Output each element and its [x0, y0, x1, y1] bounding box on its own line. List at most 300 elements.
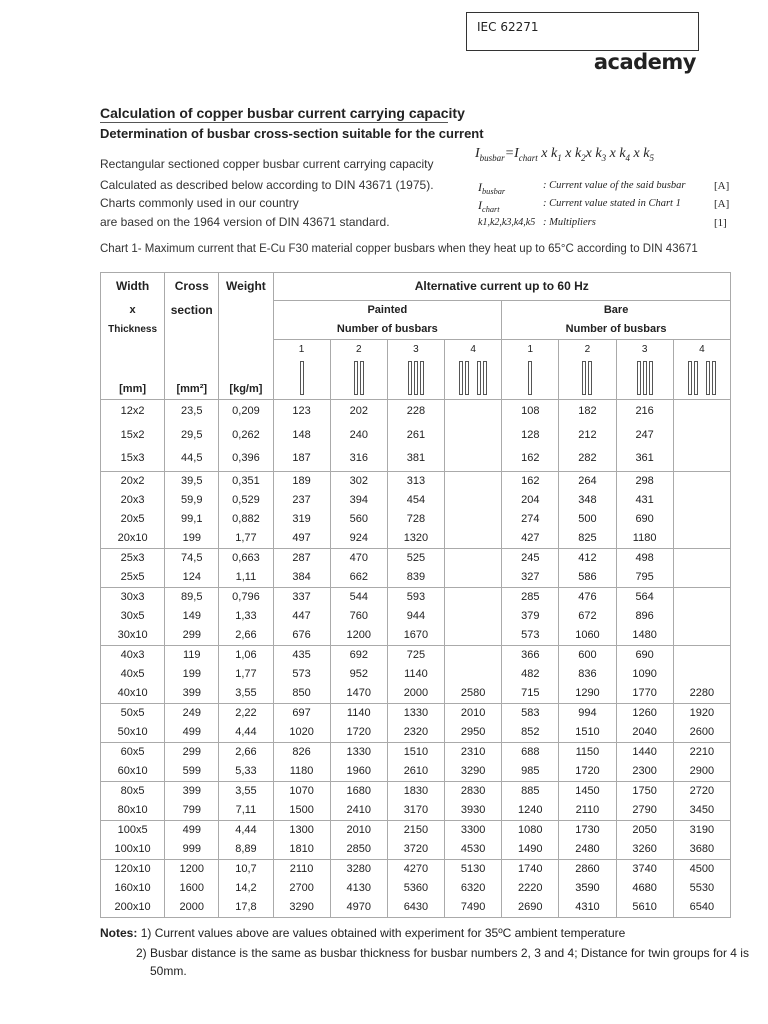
table-cell: 3,55	[219, 684, 273, 704]
table-cell: 1440	[616, 742, 673, 762]
table-cell: 12x2	[101, 399, 165, 423]
table-cell: 15x2	[101, 423, 165, 447]
table-cell: 662	[330, 568, 387, 588]
table-cell: 4270	[387, 859, 444, 879]
table-row	[101, 859, 731, 879]
table-cell: 2000	[165, 898, 219, 918]
table-row	[101, 510, 731, 529]
table-cell: 6540	[673, 898, 730, 918]
table-cell: 586	[559, 568, 616, 588]
table-cell: 128	[502, 423, 559, 447]
table-cell: 3290	[445, 762, 502, 782]
table-cell: 1920	[673, 703, 730, 723]
table-cell: 690	[616, 510, 673, 529]
table-cell: 826	[273, 742, 330, 762]
table-cell: 15x3	[101, 447, 165, 471]
legend-symbol: $I_{busbar}$	[478, 180, 506, 196]
table-row	[101, 645, 731, 665]
notes-label: Notes:	[100, 926, 138, 940]
table-cell: 1730	[559, 820, 616, 840]
table-cell: 6430	[387, 898, 444, 918]
table-cell: 1,06	[219, 645, 273, 665]
table-cell: 1180	[273, 762, 330, 782]
table-row	[101, 684, 731, 704]
table-cell: 100x5	[101, 820, 165, 840]
table-row	[101, 762, 731, 782]
table-cell: 3,55	[219, 781, 273, 801]
table-cell: 5530	[673, 879, 730, 898]
table-cell: 199	[165, 529, 219, 549]
double-bar-icon	[330, 359, 387, 399]
table-cell: 447	[273, 607, 330, 626]
intro-line: Charts commonly used in our country	[100, 196, 299, 210]
bar-count-label: 4	[445, 340, 502, 360]
table-row	[101, 529, 731, 549]
table-cell: 1770	[616, 684, 673, 704]
table-cell: 2790	[616, 801, 673, 821]
table-cell: 379	[502, 607, 559, 626]
table-cell: 1510	[559, 723, 616, 743]
table-cell: 4130	[330, 879, 387, 898]
bar-count-label: 3	[616, 340, 673, 360]
table-cell: 89,5	[165, 587, 219, 607]
table-cell: 200x10	[101, 898, 165, 918]
table-cell: 124	[165, 568, 219, 588]
table-cell: 20x2	[101, 471, 165, 491]
note-1	[100, 926, 625, 940]
table-cell: 795	[616, 568, 673, 588]
unit-kgm: [kg/m]	[219, 359, 273, 399]
table-cell: 3740	[616, 859, 673, 879]
table-cell: 366	[502, 645, 559, 665]
table-cell	[445, 607, 502, 626]
table-row	[101, 471, 731, 491]
table-row	[101, 723, 731, 743]
table-cell: 4,44	[219, 820, 273, 840]
table-cell: 435	[273, 645, 330, 665]
table-cell: 1490	[502, 840, 559, 860]
table-row	[101, 781, 731, 801]
table-cell: 2480	[559, 840, 616, 860]
brand-logo: academy	[593, 50, 696, 74]
table-cell	[673, 471, 730, 491]
table-cell	[445, 510, 502, 529]
table-cell: 3930	[445, 801, 502, 821]
table-cell: 1680	[330, 781, 387, 801]
table-cell: 202	[330, 399, 387, 423]
table-cell: 4500	[673, 859, 730, 879]
table-cell: 59,9	[165, 491, 219, 510]
table-cell: 1750	[616, 781, 673, 801]
table-cell: 999	[165, 840, 219, 860]
table-cell: 1670	[387, 626, 444, 646]
table-cell: 1600	[165, 879, 219, 898]
table-cell: 348	[559, 491, 616, 510]
table-cell	[673, 568, 730, 588]
page-subtitle: Determination of busbar cross-section suitable for the current	[100, 126, 484, 141]
table-cell: 3590	[559, 879, 616, 898]
table-cell: 20x10	[101, 529, 165, 549]
table-cell: 3720	[387, 840, 444, 860]
table-cell: 4310	[559, 898, 616, 918]
table-cell	[445, 587, 502, 607]
table-row	[101, 587, 731, 607]
table-cell: 4,44	[219, 723, 273, 743]
table-cell: 1510	[387, 742, 444, 762]
table-cell: 1,77	[219, 665, 273, 684]
intro-line: Rectangular sectioned copper busbar current carrying capacity	[100, 157, 434, 171]
table-cell: 525	[387, 548, 444, 568]
table-cell: 1,77	[219, 529, 273, 549]
table-cell: 1470	[330, 684, 387, 704]
table-cell: 40x5	[101, 665, 165, 684]
table-cell: 17,8	[219, 898, 273, 918]
table-cell	[445, 491, 502, 510]
table-cell: 1330	[387, 703, 444, 723]
table-cell: 40x3	[101, 645, 165, 665]
table-row	[101, 399, 731, 423]
table-cell	[445, 399, 502, 423]
table-cell: 1180	[616, 529, 673, 549]
chart-caption: Chart 1- Maximum current that E-Cu F30 material copper busbars when they heat up to 65°C according to DIN 43671	[100, 243, 698, 255]
table-cell: 2210	[673, 742, 730, 762]
table-cell	[673, 423, 730, 447]
table-cell: 2300	[616, 762, 673, 782]
table-cell: 30x3	[101, 587, 165, 607]
table-cell: 427	[502, 529, 559, 549]
table-cell: 697	[273, 703, 330, 723]
table-cell: 240	[330, 423, 387, 447]
table-cell: 1,33	[219, 607, 273, 626]
table-cell: 1720	[559, 762, 616, 782]
table-cell: 715	[502, 684, 559, 704]
table-cell: 499	[165, 820, 219, 840]
standard-box	[466, 12, 699, 51]
table-cell: 896	[616, 607, 673, 626]
legend-symbol: k1,k2,k3,k4,k5	[478, 217, 536, 228]
table-cell: 189	[273, 471, 330, 491]
table-cell: 44,5	[165, 447, 219, 471]
table-cell: 2860	[559, 859, 616, 879]
current-capacity-table	[100, 272, 731, 913]
table-cell: 0,262	[219, 423, 273, 447]
table-cell: 0,796	[219, 587, 273, 607]
table-cell: 2320	[387, 723, 444, 743]
table-cell: 1140	[330, 703, 387, 723]
table-cell: 5360	[387, 879, 444, 898]
bar-count-label: 1	[273, 340, 330, 360]
table-cell	[673, 607, 730, 626]
table-cell: 1960	[330, 762, 387, 782]
table-cell: 599	[165, 762, 219, 782]
bar-count-label: 1	[502, 340, 559, 360]
table-cell: 119	[165, 645, 219, 665]
table-cell: 30x5	[101, 607, 165, 626]
table-cell: 454	[387, 491, 444, 510]
table-cell: 319	[273, 510, 330, 529]
header-ac: Alternative current up to 60 Hz	[273, 273, 731, 301]
intro-line: Calculated as described below according to DIN 43671 (1975).	[100, 178, 434, 192]
table-cell: 2150	[387, 820, 444, 840]
table-cell: 2010	[445, 703, 502, 723]
table-cell: 0,663	[219, 548, 273, 568]
table-cell: 2600	[673, 723, 730, 743]
table-cell: 852	[502, 723, 559, 743]
standard-label: IEC 62271	[477, 20, 539, 34]
table-cell: 676	[273, 626, 330, 646]
table-cell: 14,2	[219, 879, 273, 898]
table-cell: 0,396	[219, 447, 273, 471]
table-cell: 148	[273, 423, 330, 447]
table-cell	[673, 645, 730, 665]
table-cell: 2950	[445, 723, 502, 743]
table-cell: 1150	[559, 742, 616, 762]
bar-count-label: 2	[330, 340, 387, 360]
table-cell: 3680	[673, 840, 730, 860]
table-cell: 39,5	[165, 471, 219, 491]
triple-bar-icon	[387, 359, 444, 399]
table-cell: 60x5	[101, 742, 165, 762]
table-cell: 2,66	[219, 626, 273, 646]
table-cell: 100x10	[101, 840, 165, 860]
table-cell: 412	[559, 548, 616, 568]
table-cell: 261	[387, 423, 444, 447]
table-cell: 212	[559, 423, 616, 447]
table-cell: 237	[273, 491, 330, 510]
header-width: Width	[101, 273, 165, 301]
table-cell: 1080	[502, 820, 559, 840]
table-cell: 0,529	[219, 491, 273, 510]
table-row	[101, 568, 731, 588]
table-cell: 1200	[330, 626, 387, 646]
bar-count-label: 4	[673, 340, 730, 360]
table-cell: 29,5	[165, 423, 219, 447]
table-cell: 1740	[502, 859, 559, 879]
table-cell: 3450	[673, 801, 730, 821]
table-cell: 839	[387, 568, 444, 588]
table-cell: 600	[559, 645, 616, 665]
table-cell: 6320	[445, 879, 502, 898]
table-cell: 23,5	[165, 399, 219, 423]
table-cell: 299	[165, 626, 219, 646]
table-row	[101, 607, 731, 626]
table-cell: 2,66	[219, 742, 273, 762]
unit-mm2: [mm²]	[165, 359, 219, 399]
table-cell: 4680	[616, 879, 673, 898]
table-cell: 381	[387, 447, 444, 471]
table-cell: 216	[616, 399, 673, 423]
table-cell: 497	[273, 529, 330, 549]
table-cell: 182	[559, 399, 616, 423]
intro-line: are based on the 1964 version of DIN 43671 standard.	[100, 215, 390, 229]
table-cell: 4970	[330, 898, 387, 918]
table-cell: 1060	[559, 626, 616, 646]
table-row	[101, 703, 731, 723]
table-cell: 2830	[445, 781, 502, 801]
capacity-formula: $I_{busbar}=I_{chart}$ x $k_1$ x $k_2x$ $k_3$ x $k_4$ x $k_5$	[475, 146, 654, 163]
table-cell: 476	[559, 587, 616, 607]
table-cell: 8,89	[219, 840, 273, 860]
table-cell: 2110	[273, 859, 330, 879]
table-row	[101, 423, 731, 447]
table-cell: 1020	[273, 723, 330, 743]
table-cell: 688	[502, 742, 559, 762]
table-cell: 2310	[445, 742, 502, 762]
table-cell: 123	[273, 399, 330, 423]
table-cell: 25x5	[101, 568, 165, 588]
table-cell: 0,882	[219, 510, 273, 529]
table-cell: 120x10	[101, 859, 165, 879]
legend-unit: [A]	[714, 198, 730, 210]
table-cell: 1330	[330, 742, 387, 762]
bar-count-label: 3	[387, 340, 444, 360]
table-row	[101, 898, 731, 918]
table-cell: 384	[273, 568, 330, 588]
table-cell: 560	[330, 510, 387, 529]
table-cell: 2000	[387, 684, 444, 704]
table-cell: 20x3	[101, 491, 165, 510]
table-cell	[673, 510, 730, 529]
table-cell: 1810	[273, 840, 330, 860]
table-cell: 361	[616, 447, 673, 471]
table-cell: 573	[502, 626, 559, 646]
table-cell: 187	[273, 447, 330, 471]
table-cell: 0,351	[219, 471, 273, 491]
table-cell: 498	[616, 548, 673, 568]
table-cell: 431	[616, 491, 673, 510]
table-cell: 924	[330, 529, 387, 549]
note-2-continued: 50mm.	[150, 964, 187, 978]
table-cell: 3280	[330, 859, 387, 879]
table-cell: 5130	[445, 859, 502, 879]
table-cell: 160x10	[101, 879, 165, 898]
table-cell: 2900	[673, 762, 730, 782]
table-cell: 573	[273, 665, 330, 684]
table-cell: 264	[559, 471, 616, 491]
table-cell	[673, 399, 730, 423]
table-cell	[445, 626, 502, 646]
table-cell: 2220	[502, 879, 559, 898]
table-cell: 482	[502, 665, 559, 684]
table-cell	[445, 568, 502, 588]
table-cell: 149	[165, 607, 219, 626]
table-cell	[673, 491, 730, 510]
single-bar-icon	[273, 359, 330, 399]
table-cell: 282	[559, 447, 616, 471]
table-cell: 20x5	[101, 510, 165, 529]
table-cell: 50x5	[101, 703, 165, 723]
table-cell: 2700	[273, 879, 330, 898]
table-cell: 2280	[673, 684, 730, 704]
table-cell: 204	[502, 491, 559, 510]
table-cell: 3300	[445, 820, 502, 840]
bar-count-label: 2	[559, 340, 616, 360]
table-row	[101, 879, 731, 898]
twin-pair-bar-icon	[673, 359, 730, 399]
header-section: section	[165, 301, 219, 321]
table-cell: 500	[559, 510, 616, 529]
table-cell: 299	[165, 742, 219, 762]
table-cell: 1500	[273, 801, 330, 821]
table-cell: 799	[165, 801, 219, 821]
table-cell: 544	[330, 587, 387, 607]
table-cell: 3290	[273, 898, 330, 918]
table-cell: 470	[330, 548, 387, 568]
table-cell: 2050	[616, 820, 673, 840]
table-cell: 1090	[616, 665, 673, 684]
table-cell	[445, 529, 502, 549]
table-cell: 725	[387, 645, 444, 665]
header-thickness: Thickness	[101, 320, 165, 340]
legend-unit: [1]	[714, 217, 727, 229]
table-cell	[673, 626, 730, 646]
table-cell: 25x3	[101, 548, 165, 568]
table-cell: 7490	[445, 898, 502, 918]
table-cell: 1830	[387, 781, 444, 801]
table-cell: 672	[559, 607, 616, 626]
table-cell: 30x10	[101, 626, 165, 646]
table-cell: 2040	[616, 723, 673, 743]
table-cell: 74,5	[165, 548, 219, 568]
table-cell: 7,11	[219, 801, 273, 821]
table-cell	[445, 447, 502, 471]
table-cell: 40x10	[101, 684, 165, 704]
table-cell: 583	[502, 703, 559, 723]
table-cell: 1200	[165, 859, 219, 879]
table-cell	[445, 665, 502, 684]
header-number-painted: Number of busbars	[273, 320, 502, 340]
table-cell: 199	[165, 665, 219, 684]
table-cell: 399	[165, 684, 219, 704]
table-cell: 499	[165, 723, 219, 743]
table-cell: 1260	[616, 703, 673, 723]
header-weight: Weight	[219, 273, 273, 301]
legend-unit: [A]	[714, 180, 730, 192]
table-cell: 5610	[616, 898, 673, 918]
table-cell: 2010	[330, 820, 387, 840]
table-body	[101, 399, 731, 917]
single-bar-icon	[502, 359, 559, 399]
table-cell	[673, 447, 730, 471]
table-cell: 728	[387, 510, 444, 529]
table-cell: 274	[502, 510, 559, 529]
table-cell: 5,33	[219, 762, 273, 782]
table-cell: 985	[502, 762, 559, 782]
table-cell: 228	[387, 399, 444, 423]
table-cell: 2690	[502, 898, 559, 918]
table-cell: 2850	[330, 840, 387, 860]
table-cell: 1140	[387, 665, 444, 684]
table-cell: 285	[502, 587, 559, 607]
table-cell: 399	[165, 781, 219, 801]
table-row	[101, 548, 731, 568]
note-2: 2) Busbar distance is the same as busbar thickness for busbar numbers 2, 3 and 4; Distance for twin groups for 4 is	[136, 946, 749, 960]
table-cell: 80x5	[101, 781, 165, 801]
legend-description: : Multipliers	[543, 217, 596, 228]
title-divider	[100, 122, 448, 123]
legend-symbol: $I_{chart}$	[478, 198, 500, 214]
table-cell: 162	[502, 471, 559, 491]
header-bare: Bare	[502, 301, 731, 321]
table-row	[101, 447, 731, 471]
table-cell	[673, 665, 730, 684]
table-cell: 1720	[330, 723, 387, 743]
table-cell	[445, 471, 502, 491]
table-row	[101, 491, 731, 510]
table-cell: 1,11	[219, 568, 273, 588]
header-cross: Cross	[165, 273, 219, 301]
table-cell: 1320	[387, 529, 444, 549]
